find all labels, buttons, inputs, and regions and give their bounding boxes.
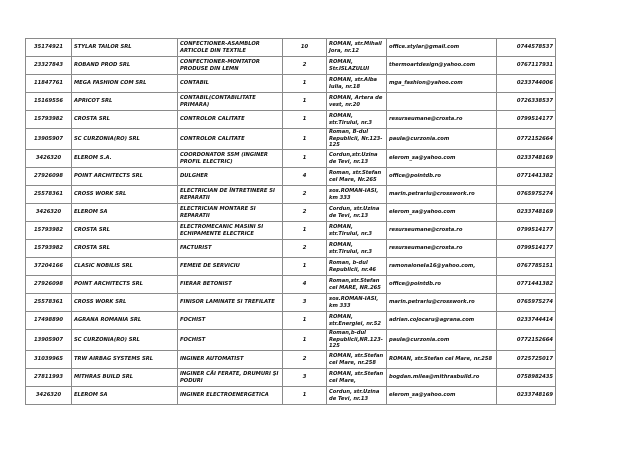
phone-cell: 0799514177 <box>497 222 556 240</box>
phone-cell: 0771441382 <box>497 168 556 186</box>
company-name-cell: CLASIC NOBILIS SRL <box>72 258 178 276</box>
phone-cell: 0772152664 <box>497 129 556 150</box>
table-row <box>26 351 556 369</box>
positions-count-cell: 2 <box>283 186 327 204</box>
company-id-cell: 25578361 <box>26 294 72 312</box>
positions-count-cell: 1 <box>283 111 327 129</box>
address-cell: ROMAN, str.Stefan cel Mare, nr.258 <box>327 351 387 369</box>
company-name-cell: MEGA FASHION COM SRL <box>72 75 178 93</box>
company-name-cell: POINT ARCHITECTS SRL <box>72 276 178 294</box>
email-cell: ramonaioneIa16@yahoo.com, <box>387 258 497 276</box>
address-cell: Cordun,str.Uzina de Tevi, nr.13 <box>327 150 387 168</box>
job-title-cell: COORDONATOR SSM (INGINER PROFIL ELECTRIC) <box>178 150 283 168</box>
company-id-cell: 37204166 <box>26 258 72 276</box>
table-row <box>26 312 556 330</box>
email-cell: resurseumane@crosta.ro <box>387 111 497 129</box>
company-name-cell: CROSS WORK SRL <box>72 186 178 204</box>
address-cell: ROMAN, str.Energiei, nr.52 <box>327 312 387 330</box>
address-cell: Cordun, str.Uzina de Tevi, nr.13 <box>327 387 387 405</box>
table-row <box>26 294 556 312</box>
positions-count-cell: 2 <box>283 57 327 75</box>
email-cell: marin.petrariu@crosswork.ro <box>387 186 497 204</box>
company-id-cell: 11847761 <box>26 75 72 93</box>
company-name-cell: ELEROM S.A. <box>72 150 178 168</box>
company-id-cell: 3426320 <box>26 150 72 168</box>
email-cell: paula@curzonia.com <box>387 330 497 351</box>
phone-cell: 0744578537 <box>497 39 556 57</box>
table-row <box>26 39 556 57</box>
job-title-cell: FIERAR BETONIST <box>178 276 283 294</box>
phone-cell: 0765975274 <box>497 186 556 204</box>
table-row <box>26 222 556 240</box>
company-id-cell: 31039965 <box>26 351 72 369</box>
positions-count-cell: 1 <box>283 312 327 330</box>
phone-cell: 0233744414 <box>497 312 556 330</box>
company-id-cell: 17498890 <box>26 312 72 330</box>
table-row <box>26 150 556 168</box>
phone-cell: 0771441382 <box>497 276 556 294</box>
company-id-cell: 3426320 <box>26 387 72 405</box>
company-name-cell: ELEROM SA <box>72 387 178 405</box>
phone-cell: 0233748169 <box>497 150 556 168</box>
table-body <box>26 39 556 405</box>
company-id-cell: 13905907 <box>26 129 72 150</box>
company-id-cell: 15169556 <box>26 93 72 111</box>
company-id-cell: 35174921 <box>26 39 72 57</box>
company-name-cell: POINT ARCHITECTS SRL <box>72 168 178 186</box>
job-title-cell: CONTROLOR CALITATE <box>178 129 283 150</box>
phone-cell: 0758982435 <box>497 369 556 387</box>
table-row <box>26 276 556 294</box>
phone-cell: 0233748169 <box>497 387 556 405</box>
email-cell: elerom_sa@yahoo.com <box>387 150 497 168</box>
company-name-cell: AGRANA ROMANIA SRL <box>72 312 178 330</box>
positions-count-cell: 3 <box>283 294 327 312</box>
job-title-cell: FACTURIST <box>178 240 283 258</box>
email-cell: resurseumane@crosta.ro <box>387 240 497 258</box>
company-name-cell: CROSTA SRL <box>72 222 178 240</box>
company-name-cell: ROBAND PROD SRL <box>72 57 178 75</box>
phone-cell: 0233744006 <box>497 75 556 93</box>
table-row <box>26 129 556 150</box>
phone-cell: 0725725017 <box>497 351 556 369</box>
job-title-cell: FEMEIE DE SERVICIU <box>178 258 283 276</box>
address-cell: ROMAN, str.Tirului, nr.3 <box>327 240 387 258</box>
job-title-cell: CONFECTIONER-MONTATOR PRODUSE DIN LEMN <box>178 57 283 75</box>
address-cell: Roman, B-dul Republicii, Nr.123-125 <box>327 129 387 150</box>
positions-count-cell: 2 <box>283 351 327 369</box>
table-row <box>26 330 556 351</box>
address-cell: sos.ROMAN-IASI, km 333 <box>327 186 387 204</box>
phone-cell: 0765975274 <box>497 294 556 312</box>
address-cell: Roman,str.Stefan cel MARE, NR.265 <box>327 276 387 294</box>
address-cell: Roman,b-dul Republicii,NR.123-125 <box>327 330 387 351</box>
job-title-cell: INGINER ELECTROENERGETICA <box>178 387 283 405</box>
address-cell: Roman, b-dul Republicii, nr.46 <box>327 258 387 276</box>
company-id-cell: 27811993 <box>26 369 72 387</box>
job-title-cell: ELECTRICIAN DE ÎNTRETINERE SI REPARATII <box>178 186 283 204</box>
positions-count-cell: 1 <box>283 129 327 150</box>
email-cell: bogdan.milea@mithrasbuild.ro <box>387 369 497 387</box>
positions-count-cell: 1 <box>283 75 327 93</box>
company-name-cell: MITHRAS BUILD SRL <box>72 369 178 387</box>
company-id-cell: 25578361 <box>26 186 72 204</box>
phone-cell: 0799514177 <box>497 240 556 258</box>
table-row <box>26 258 556 276</box>
job-title-cell: CONTABIL(CONTABILITATE PRIMARA) <box>178 93 283 111</box>
address-cell: Cordun, str.Uzina de Tevi, nr.13 <box>327 204 387 222</box>
email-cell: adrian.cojocaru@agrana.com <box>387 312 497 330</box>
email-cell: mga_fashion@yahoo.com <box>387 75 497 93</box>
company-id-cell: 15793982 <box>26 111 72 129</box>
email-cell: office@pointdb.ro <box>387 168 497 186</box>
email-cell: thermoartdesign@yahoo.com <box>387 57 497 75</box>
job-title-cell: CONTROLOR CALITATE <box>178 111 283 129</box>
job-title-cell: DULGHER <box>178 168 283 186</box>
address-cell: ROMAN, Artera de vest, nr.20 <box>327 93 387 111</box>
email-cell: resurseumane@crosta.ro <box>387 222 497 240</box>
positions-count-cell: 1 <box>283 330 327 351</box>
company-name-cell: SC CURZONIA(RO) SRL <box>72 330 178 351</box>
email-cell: office@pointdb.ro <box>387 276 497 294</box>
positions-count-cell: 1 <box>283 387 327 405</box>
positions-count-cell: 2 <box>283 204 327 222</box>
job-vacancies-table <box>25 38 556 405</box>
email-cell: ROMAN, str.Stefan cel Mare, nr.258 <box>387 351 497 369</box>
table-row <box>26 111 556 129</box>
company-id-cell: 15793982 <box>26 222 72 240</box>
positions-count-cell: 3 <box>283 369 327 387</box>
job-title-cell: INGINER AUTOMATIST <box>178 351 283 369</box>
email-cell <box>387 93 497 111</box>
address-cell: ROMAN, str.Stefan cel Mare, <box>327 369 387 387</box>
table-row <box>26 168 556 186</box>
phone-cell: 0767117931 <box>497 57 556 75</box>
job-title-cell: INGINER CĂI FERATE, DRUMURI ŞI PODURI <box>178 369 283 387</box>
job-title-cell: FINISOR LAMINATE SI TREFILATE <box>178 294 283 312</box>
email-cell: paula@curzonia.com <box>387 129 497 150</box>
company-id-cell: 15793982 <box>26 240 72 258</box>
table-row <box>26 186 556 204</box>
table-row <box>26 75 556 93</box>
table-row <box>26 369 556 387</box>
positions-count-cell: 1 <box>283 222 327 240</box>
address-cell: ROMAN, str.Tirului, nr.3 <box>327 111 387 129</box>
job-title-cell: CONTABIL <box>178 75 283 93</box>
address-cell: ROMAN, str.Alba Iulia, nr.18 <box>327 75 387 93</box>
email-cell: office.stylar@gmail.com <box>387 39 497 57</box>
company-id-cell: 3426320 <box>26 204 72 222</box>
company-name-cell: STYLAR TAILOR SRL <box>72 39 178 57</box>
positions-count-cell: 2 <box>283 240 327 258</box>
positions-count-cell: 1 <box>283 93 327 111</box>
company-id-cell: 27926098 <box>26 276 72 294</box>
email-cell: elerom_sa@yahoo.com <box>387 204 497 222</box>
positions-count-cell: 4 <box>283 168 327 186</box>
job-title-cell: FOCHIST <box>178 312 283 330</box>
address-cell: Roman, str.Stefan cel Mare, Nr.265 <box>327 168 387 186</box>
phone-cell: 0767785151 <box>497 258 556 276</box>
company-name-cell: CROSTA SRL <box>72 111 178 129</box>
address-cell: sos.ROMAN-IASI, km 333 <box>327 294 387 312</box>
company-name-cell: SC CURZONIA(RO) SRL <box>72 129 178 150</box>
phone-cell: 0233748169 <box>497 204 556 222</box>
positions-count-cell: 10 <box>283 39 327 57</box>
address-cell: ROMAN, str.Tirului, nr.3 <box>327 222 387 240</box>
email-cell: marin.petrariu@crosswork.ro <box>387 294 497 312</box>
company-name-cell: ELEROM SA <box>72 204 178 222</box>
address-cell: ROMAN, str.Mihail Jora, nr.12 <box>327 39 387 57</box>
email-cell: elerom_sa@yahoo.com <box>387 387 497 405</box>
job-title-cell: CONFECTIONER-ASAMBLOR ARTICOLE DIN TEXTILE <box>178 39 283 57</box>
company-id-cell: 23327843 <box>26 57 72 75</box>
company-id-cell: 27926098 <box>26 168 72 186</box>
company-name-cell: TRW AIRBAG SYSTEMS SRL <box>72 351 178 369</box>
company-name-cell: CROSS WORK SRL <box>72 294 178 312</box>
company-id-cell: 13905907 <box>26 330 72 351</box>
table-row <box>26 240 556 258</box>
positions-count-cell: 1 <box>283 150 327 168</box>
job-title-cell: ELECTRICIAN MONTARE SI REPARATII <box>178 204 283 222</box>
company-name-cell: CROSTA SRL <box>72 240 178 258</box>
positions-count-cell: 1 <box>283 258 327 276</box>
company-name-cell: APRICOT SRL <box>72 93 178 111</box>
table-row <box>26 204 556 222</box>
address-cell: ROMAN, Str.ISLAZULUI <box>327 57 387 75</box>
phone-cell: 0726338537 <box>497 93 556 111</box>
phone-cell: 0772152664 <box>497 330 556 351</box>
table-row <box>26 387 556 405</box>
job-title-cell: ELECTROMECANIC MASINI SI ECHIPAMENTE ELECTRICE <box>178 222 283 240</box>
positions-count-cell: 4 <box>283 276 327 294</box>
table-row <box>26 57 556 75</box>
table-row <box>26 93 556 111</box>
job-title-cell: FOCHIST <box>178 330 283 351</box>
phone-cell: 0799514177 <box>497 111 556 129</box>
